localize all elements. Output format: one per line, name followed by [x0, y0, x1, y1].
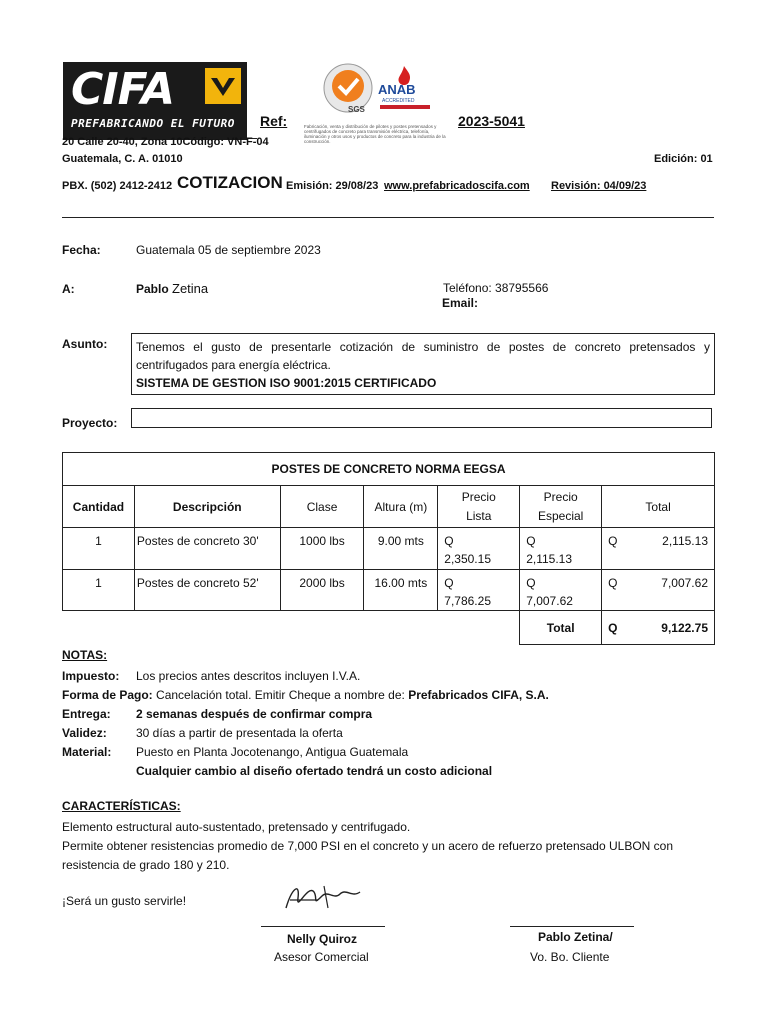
- header-descripcion: Descripción: [134, 486, 280, 528]
- row2-altura: 16.00 mts: [364, 570, 438, 611]
- address-line2: Guatemala, C. A. 01010: [62, 153, 183, 165]
- signature-line-1: [261, 926, 385, 927]
- nota-cambio: Cualquier cambio al diseño ofertado tendrá un costo adicional: [136, 764, 493, 778]
- cert-description: Fabricación, venta y distribución de pilotes y postes pretensados y centrifugados de concreto para transmisión eléctrica, telefonía, iluminación y otros usos y productos de concreto para la industria de la construcción.: [304, 124, 446, 144]
- asunto-label: Asunto:: [62, 337, 108, 351]
- header-altura: Altura (m): [364, 486, 438, 528]
- nota-impuesto: Impuesto: Los precios antes descritos incluyen I.V.A.: [62, 669, 361, 683]
- row2-especial: Q 7,007.62: [520, 570, 602, 611]
- header-clase: Clase: [280, 486, 364, 528]
- signer1-role: Asesor Comercial: [274, 950, 369, 964]
- row1-qty: 1: [63, 528, 135, 570]
- signer1-name: Nelly Quiroz: [287, 932, 358, 946]
- header-divider: [62, 217, 714, 218]
- nota-entrega: Entrega: 2 semanas después de confirmar compra: [62, 707, 373, 721]
- website-link[interactable]: www.prefabricadoscifa.com: [384, 180, 530, 192]
- logo-check-icon: [205, 68, 241, 108]
- caracteristicas-title: CARACTERÍSTICAS:: [62, 799, 181, 813]
- signature-line-2: [510, 926, 634, 927]
- telefono: Teléfono: 38795566: [443, 281, 549, 295]
- greeting: ¡Será un gusto servirle!: [62, 894, 187, 908]
- signer2-role: Vo. Bo. Cliente: [530, 950, 610, 964]
- recipient-name: [136, 281, 208, 296]
- total-row: [63, 611, 715, 645]
- nota-validez: Validez: 30 días a partir de presentada la oferta: [62, 726, 343, 740]
- header-cantidad: Cantidad: [63, 486, 135, 528]
- address-line1: 20 Calle 20-40, Zona 10Código: VN-F-04: [62, 136, 269, 148]
- signature-image: [278, 878, 368, 918]
- total-value: Q 9,122.75: [602, 611, 715, 645]
- caracteristicas-text: [62, 818, 742, 875]
- table-row: [63, 570, 715, 611]
- table-row: [63, 528, 715, 570]
- row1-total: Q 2,115.13: [602, 528, 715, 570]
- pbx: PBX. (502) 2412-2412: [62, 180, 173, 192]
- row2-total: Q 7,007.62: [602, 570, 715, 611]
- proyecto-label: Proyecto:: [62, 416, 118, 430]
- asunto-text: Tenemos el gusto de presentarle cotización de suministro de postes de concreto pretensados y centrifugados para energía eléctrica.: [136, 340, 710, 372]
- fecha-label: Fecha:: [62, 243, 101, 257]
- asunto-cert: SISTEMA DE GESTION ISO 9001:2015 CERTIFICADO: [136, 376, 437, 390]
- proyecto-box: [131, 408, 712, 428]
- anab-bar: [380, 105, 430, 109]
- logo-tagline: PREFABRICANDO EL FUTURO: [71, 117, 235, 130]
- recipient-first: Pablo: [136, 282, 169, 296]
- total-label: Total: [520, 611, 602, 645]
- caract-line3: resistencia de grado 180 y 210.: [62, 858, 230, 872]
- caract-line2: Permite obtener resistencias promedio de 7,000 PSI en el concreto y un acero de refuerzo pretensado ULBON con: [62, 839, 674, 853]
- nota-pago: Forma de Pago: Cancelación total. Emitir Cheque a nombre de: Prefabricados CIFA, S.A.: [62, 688, 549, 702]
- row1-altura: 9.00 mts: [364, 528, 438, 570]
- revision-date: Revisión: 04/09/23: [551, 180, 647, 192]
- sgs-label: SGS: [348, 105, 365, 114]
- row1-clase: 1000 lbs: [280, 528, 364, 570]
- fecha-value: Guatemala 05 de septiembre 2023: [136, 243, 321, 257]
- ref-label: Ref:: [260, 113, 288, 129]
- recipient-last: Zetina: [172, 281, 209, 296]
- nota-material: Material: Puesto en Planta Jocotenango, Antigua Guatemala: [62, 745, 409, 759]
- header-precio-lista: Precio Lista: [438, 486, 520, 528]
- cifa-logo: [63, 62, 247, 140]
- anab-sub: ACCREDITED: [382, 98, 415, 104]
- edition: Edición: 01: [654, 153, 713, 165]
- row2-lista: Q 7,786.25: [438, 570, 520, 611]
- row2-clase: 2000 lbs: [280, 570, 364, 611]
- table-title: POSTES DE CONCRETO NORMA EEGSA: [63, 453, 715, 486]
- header-total: Total: [602, 486, 715, 528]
- a-label: A:: [62, 282, 75, 296]
- quote-table: [62, 452, 715, 645]
- logo-word: CIFA: [71, 64, 175, 115]
- certification-badges: [300, 58, 450, 150]
- row1-desc: Postes de concreto 30': [134, 528, 280, 570]
- email-label: Email:: [442, 296, 479, 310]
- caract-line1: Elemento estructural auto-sustentado, pretensado y centrifugado.: [62, 820, 411, 834]
- row1-lista: Q 2,350.15: [438, 528, 520, 570]
- anab-label: ANAB: [378, 82, 416, 97]
- emission-date: Emisión: 29/08/23: [286, 180, 379, 192]
- notas-list: [62, 667, 722, 781]
- row1-especial: Q 2,115.13: [520, 528, 602, 570]
- asunto-box: [131, 333, 715, 395]
- notas-title: NOTAS:: [62, 648, 108, 662]
- header-precio-especial: Precio Especial: [520, 486, 602, 528]
- row2-desc: Postes de concreto 52': [134, 570, 280, 611]
- row2-qty: 1: [63, 570, 135, 611]
- ref-value: 2023-5041: [458, 113, 525, 129]
- table-header-row: [63, 486, 715, 528]
- doc-title: COTIZACION: [177, 173, 283, 192]
- signer2-name: Pablo Zetina/: [538, 930, 613, 944]
